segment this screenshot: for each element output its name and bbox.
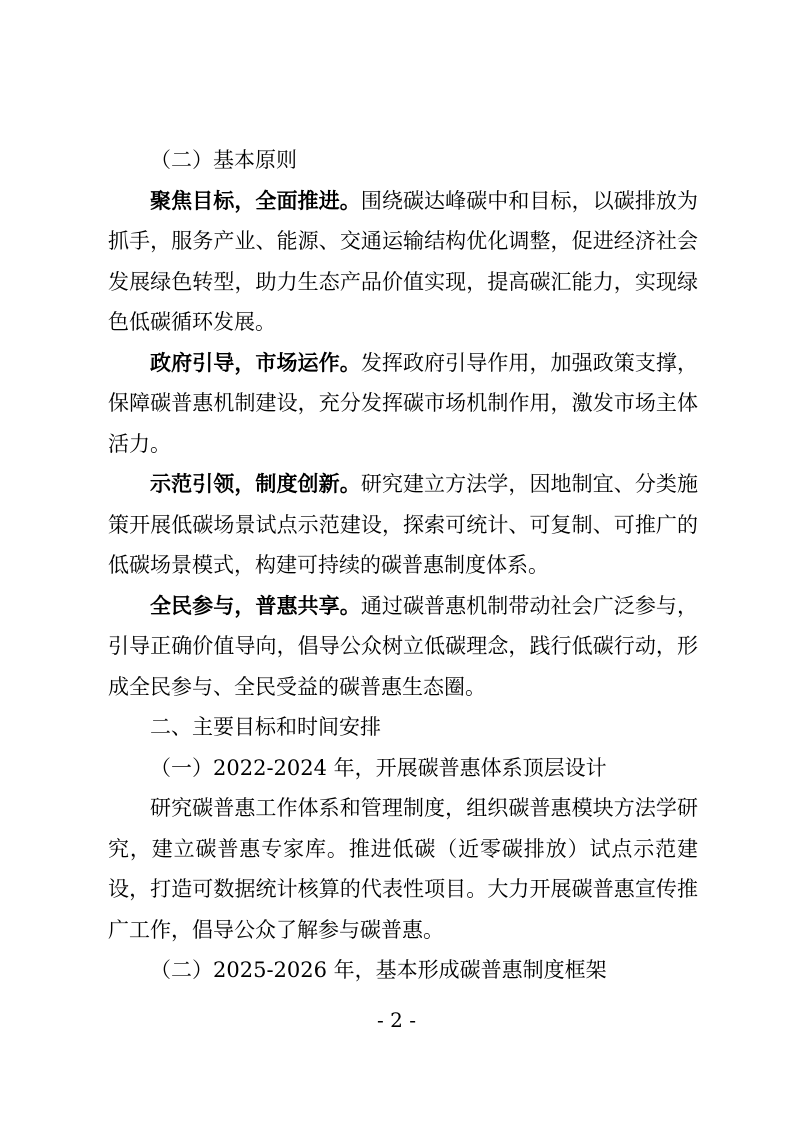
principle-paragraph-4: [108, 586, 698, 708]
principle-body-4: 通过碳普惠机制带动社会广泛参与，引导正确价值导向，倡导公众树立低碳理念，践行低碳行动，形成全民参与、全民受益的碳普惠生态圈。: [108, 593, 699, 699]
page-number: - 2 -: [377, 1008, 416, 1032]
principle-paragraph-2: [108, 343, 698, 465]
heading-phase-two: （二）2025-2026 年，基本形成碳普惠制度框架: [150, 958, 607, 982]
document-body: [108, 140, 698, 991]
heading-main-goals: 二、主要目标和时间安排: [150, 715, 381, 739]
phase-one-paragraph: 研究碳普惠工作体系和管理制度，组织碳普惠模块方法学研究，建立碳普惠专家库。推进低碳（近零碳排放）试点示范建设，打造可数据统计核算的代表性项目。大力开展碳普惠宣传推广工作，倡导公众了解参与碳普惠。: [108, 796, 698, 942]
principle-body-2: 发挥政府引导作用，加强政策支撑，保障碳普惠机制建设，充分发挥碳市场机制作用，激发市场主体活力。: [108, 350, 699, 456]
principle-paragraph-3: [108, 464, 698, 586]
principle-title-2: 政府引导，市场运作。: [150, 350, 361, 375]
principle-paragraph-1: [108, 181, 698, 343]
heading-basic-principles: （二）基本原则: [150, 148, 297, 172]
principle-title-3: 示范引领，制度创新。: [150, 472, 361, 496]
principle-body-3: 研究建立方法学，因地制宜、分类施策开展低碳场景试点示范建设，探索可统计、可复制、可推广的低碳场景模式，构建可持续的碳普惠制度体系。: [108, 472, 699, 577]
principle-title-1: 聚焦目标，全面推进。: [150, 188, 361, 213]
principle-title-4: 全民参与，普惠共享。: [150, 593, 361, 618]
heading-phase-one: （一）2022-2024 年，开展碳普惠体系顶层设计: [150, 755, 607, 780]
principle-body-1: 围绕碳达峰碳中和目标，以碳排放为抓手，服务产业、能源、交通运输结构优化调整，促进经济社会发展绿色转型，助力生态产品价值实现，提高碳汇能力，实现绿色低碳循环发展。: [108, 188, 699, 334]
